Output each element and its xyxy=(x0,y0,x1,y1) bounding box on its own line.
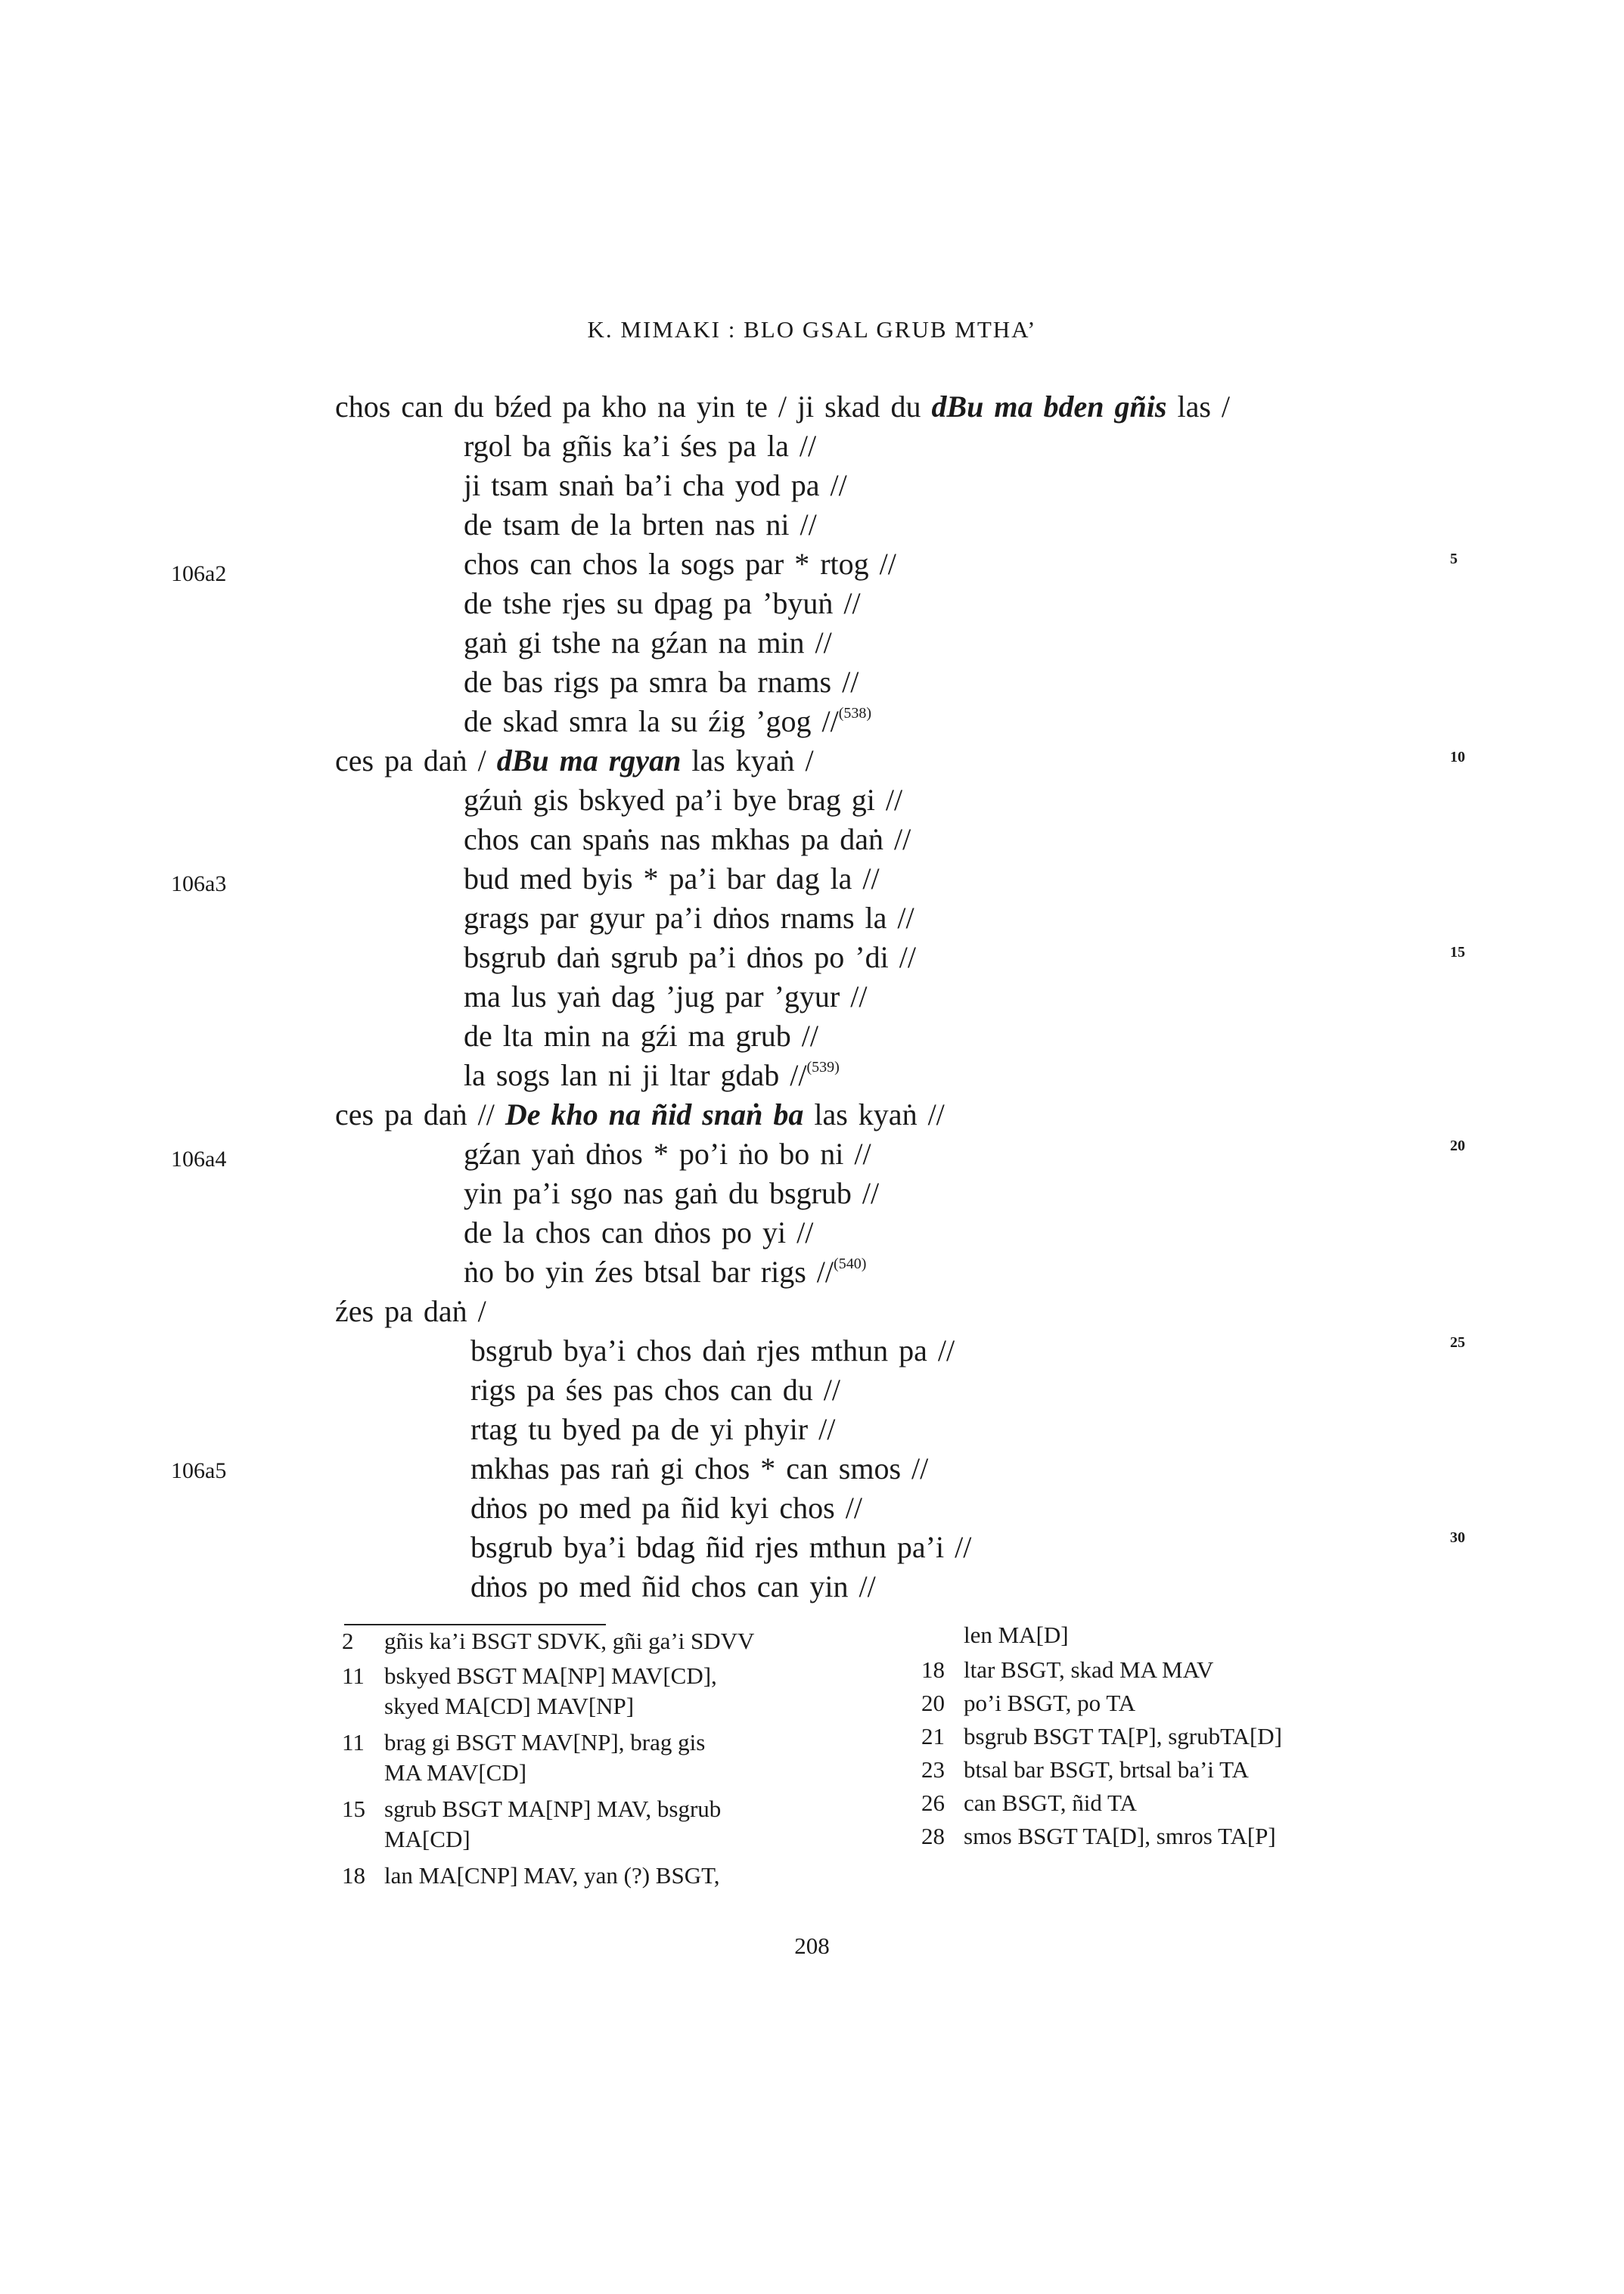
verse-line xyxy=(464,507,817,542)
note-reference: (540) xyxy=(834,1256,867,1272)
footnote xyxy=(921,1620,1069,1650)
verse-line xyxy=(464,939,916,975)
verse-line xyxy=(464,900,914,936)
note-reference: (538) xyxy=(838,705,872,722)
footnote-text: sgrub BSGT MA[NP] MAV, bsgrub xyxy=(384,1796,722,1822)
line-text: ma lus yaṅ dag ’jug par ’gyur // xyxy=(464,979,868,1014)
line-text: rgol ba gñis ka’i śes pa la // xyxy=(464,429,817,463)
line-text: grags par gyur pa’i dṅos rnams la // xyxy=(464,901,914,935)
line-text-after: las kyaṅ // xyxy=(803,1097,945,1131)
line-text: yin pa’i sgo nas gaṅ du bsgrub // xyxy=(464,1176,880,1210)
line-text: ṅo bo yin źes btsal bar rigs // xyxy=(464,1255,834,1289)
footnote-line-ref: 2 xyxy=(342,1628,354,1654)
footnote-line-ref: 21 xyxy=(921,1723,945,1749)
line-text: ces pa daṅ / xyxy=(335,743,497,778)
verse-line xyxy=(464,546,896,582)
verse-line xyxy=(470,1333,955,1368)
line-number: 15 xyxy=(1450,944,1465,961)
line-number: 25 xyxy=(1450,1334,1465,1351)
line-text: gźuṅ gis bskyed pa’i bye brag gi // xyxy=(464,783,903,817)
verse-line xyxy=(470,1411,835,1447)
footnote-text: po’i BSGT, po TA xyxy=(964,1690,1136,1716)
footnote-text: gñis ka’i BSGT SDVK, gñi ga’i SDVV xyxy=(384,1628,755,1654)
line-number: 20 xyxy=(1450,1138,1465,1154)
verse-line xyxy=(335,1293,486,1329)
line-text: bud med byis * pa’i bar dag la // xyxy=(464,861,880,896)
footnote xyxy=(921,1821,1276,1852)
footnote-text: len MA[D] xyxy=(964,1622,1069,1648)
footnote-line-ref: 11 xyxy=(342,1662,365,1689)
verse-line xyxy=(464,467,847,503)
verse-line xyxy=(464,1175,879,1211)
footnote-text: bskyed BSGT MA[NP] MAV[CD], xyxy=(384,1662,717,1689)
footnote-line-ref: 18 xyxy=(921,1656,945,1683)
line-text: chos can chos la sogs par * rtog // xyxy=(464,547,896,581)
line-text: gaṅ gi tshe na gźan na min // xyxy=(464,625,832,660)
footnote xyxy=(342,1626,754,1656)
footnote-text: can BSGT, ñid TA xyxy=(964,1790,1137,1816)
line-text: la sogs lan ni ji ltar gdab // xyxy=(464,1058,807,1092)
line-text: źes pa daṅ / xyxy=(335,1294,486,1328)
line-text: chos can spaṅs nas mkhas pa daṅ // xyxy=(464,822,911,856)
verse-line xyxy=(335,389,1230,424)
verse-line xyxy=(464,625,832,660)
line-text: gźan yaṅ dṅos * po’i ṅo bo ni // xyxy=(464,1137,871,1171)
footnote xyxy=(921,1788,1137,1818)
line-text: bsgrub daṅ sgrub pa’i dṅos po ’di // xyxy=(464,940,916,974)
line-text: ces pa daṅ // xyxy=(335,1097,505,1131)
verse-line xyxy=(464,821,911,857)
note-reference: (539) xyxy=(806,1059,840,1076)
folio-reference: 106a2 xyxy=(171,561,227,586)
footnote-text: lan MA[CNP] MAV, yan (?) BSGT, xyxy=(384,1862,720,1889)
line-text: de lta min na gźi ma grub // xyxy=(464,1019,818,1053)
footnote-text-continued: skyed MA[CD] MAV[NP] xyxy=(384,1693,635,1719)
footnote xyxy=(921,1688,1135,1718)
cited-work-title: dBu ma bden gñis xyxy=(931,390,1167,424)
line-text: ji tsam snaṅ ba’i cha yod pa // xyxy=(464,468,847,502)
verse-line xyxy=(464,1254,866,1290)
cited-work-title: dBu ma rgyan xyxy=(496,743,682,778)
footnote-text: ltar BSGT, skad MA MAV xyxy=(964,1656,1214,1683)
line-text: rigs pa śes pas chos can du // xyxy=(470,1373,841,1407)
cited-work-title: De kho na ñid snaṅ ba xyxy=(505,1097,804,1131)
footnote-text: btsal bar BSGT, brtsal ba’i TA xyxy=(964,1756,1249,1783)
verse-line xyxy=(335,743,814,778)
verse-line xyxy=(464,703,871,739)
footnote-line-ref: 23 xyxy=(921,1756,945,1783)
line-number: 5 xyxy=(1450,551,1458,567)
line-text: de tshe rjes su dpag pa ’byuṅ // xyxy=(464,586,861,620)
line-text: de tsam de la brten nas ni // xyxy=(464,508,817,542)
verse-line xyxy=(335,1097,945,1132)
verse-line xyxy=(470,1529,971,1565)
line-text: bsgrub bya’i bdag ñid rjes mthun pa’i // xyxy=(470,1530,972,1564)
footnote-line-ref: 18 xyxy=(342,1862,365,1889)
verse-line xyxy=(470,1490,862,1526)
line-text: chos can du bźed pa kho na yin te / ji skad du xyxy=(335,390,932,424)
footnote-rule xyxy=(344,1624,606,1625)
line-text: rtag tu byed pa de yi phyir // xyxy=(470,1412,836,1446)
verse-line xyxy=(464,979,867,1014)
line-text: de skad smra la su źig ’gog // xyxy=(464,704,839,738)
line-text-after: las kyaṅ / xyxy=(681,743,814,778)
line-text: mkhas pas raṅ gi chos * can smos // xyxy=(470,1451,929,1485)
verse-line xyxy=(464,1057,840,1093)
line-text: bsgrub bya’i chos daṅ rjes mthun pa // xyxy=(470,1333,955,1367)
footnote-text: bsgrub BSGT TA[P], sgrubTA[D] xyxy=(964,1723,1282,1749)
footnote-text-continued: MA[CD] xyxy=(384,1826,470,1852)
verse-line xyxy=(464,664,859,700)
footnote-text-continued: MA MAV[CD] xyxy=(384,1759,527,1786)
verse-line xyxy=(464,861,880,896)
page-number: 208 xyxy=(794,1932,830,1959)
footnote xyxy=(921,1655,1213,1685)
verse-line xyxy=(470,1451,928,1486)
footnote-line-ref: 26 xyxy=(921,1790,945,1816)
footnote xyxy=(342,1727,705,1788)
folio-reference: 106a3 xyxy=(171,871,227,896)
line-text: dṅos po med pa ñid kyi chos // xyxy=(470,1491,862,1525)
footnote xyxy=(921,1755,1249,1785)
verse-line xyxy=(464,428,816,464)
line-number: 30 xyxy=(1450,1529,1465,1546)
line-text: dṅos po med ñid chos can yin // xyxy=(470,1569,876,1603)
footnote-text: smos BSGT TA[D], smros TA[P] xyxy=(964,1823,1276,1849)
line-number: 10 xyxy=(1450,749,1465,765)
verse-line xyxy=(464,782,902,818)
footnote xyxy=(921,1721,1282,1752)
footnote xyxy=(342,1861,719,1891)
verse-line xyxy=(470,1569,876,1604)
footnote xyxy=(342,1661,717,1721)
line-text: de bas rigs pa smra ba rnams // xyxy=(464,665,859,699)
footnote-line-ref: 28 xyxy=(921,1823,945,1849)
verse-line xyxy=(464,585,861,621)
footnote xyxy=(342,1794,721,1855)
verse-line xyxy=(470,1372,840,1408)
verse-line xyxy=(464,1018,818,1054)
footnote-line-ref: 15 xyxy=(342,1796,365,1822)
running-header: K. MIMAKI : BLO GSAL GRUB MTHA’ xyxy=(587,316,1037,343)
verse-line xyxy=(464,1136,871,1172)
verse-line xyxy=(464,1215,813,1250)
line-text: de la chos can dṅos po yi // xyxy=(464,1215,814,1249)
folio-reference: 106a4 xyxy=(171,1147,227,1172)
folio-reference: 106a5 xyxy=(171,1458,227,1483)
footnote-text: brag gi BSGT MAV[NP], brag gis xyxy=(384,1729,706,1755)
line-text-after: las / xyxy=(1166,390,1230,424)
footnote-line-ref: 11 xyxy=(342,1729,365,1755)
footnote-line-ref: 20 xyxy=(921,1690,945,1716)
